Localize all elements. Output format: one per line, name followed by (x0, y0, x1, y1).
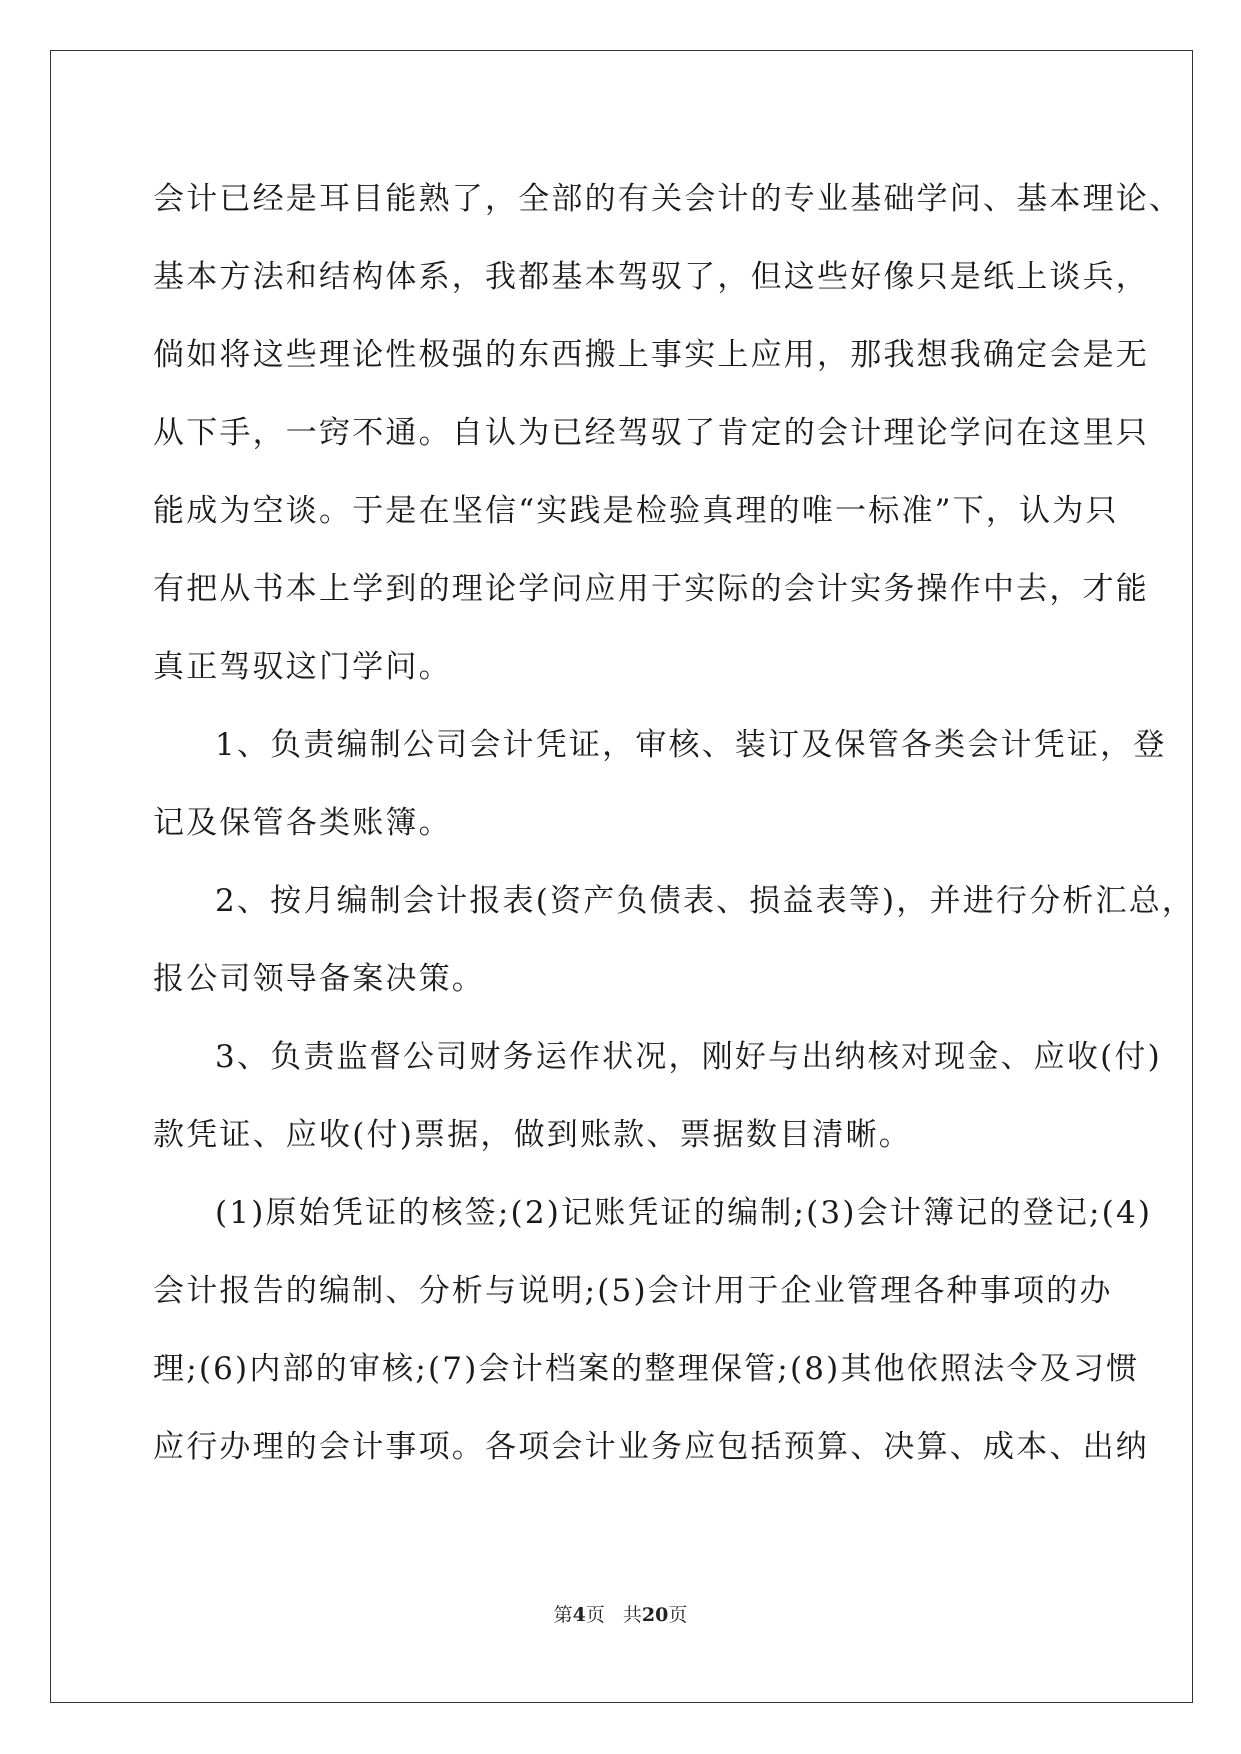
footer-page-suffix: 页 (585, 1604, 605, 1626)
text-line: 真正驾驭这门学问。 (153, 649, 452, 685)
document-body (153, 160, 1196, 1486)
text-line: 理;(6)内部的审核;(7)会计档案的整理保管;(8)其他依照法令及习惯 (153, 1351, 1140, 1387)
footer-page-number: 4 (572, 1604, 586, 1626)
text-line: 会计报告的编制、分析与说明;(5)会计用于企业管理各种事项的办 (153, 1273, 1113, 1309)
text-line-sublist: (1)原始凭证的核签;(2)记账凭证的编制;(3)会计簿记的登记;(4) (215, 1195, 1153, 1231)
text-line: 款凭证、应收(付)票据，做到账款、票据数目清晰。 (153, 1117, 912, 1153)
text-line: 能成为空谈。于是在坚信“实践是检验真理的唯一标准”下，认为只 (153, 493, 1119, 529)
text-line: 会计已经是耳目能熟了，全部的有关会计的专业基础学问、基本理论、 (153, 181, 1183, 217)
page-footer (0, 1600, 1241, 1627)
footer-total-suffix: 页 (668, 1604, 688, 1626)
text-line: 应行办理的会计事项。各项会计业务应包括预算、决算、成本、出纳 (153, 1429, 1149, 1465)
text-line-item-3: 3、负责监督公司财务运作状况，刚好与出纳核对现金、应收(付) (215, 1039, 1162, 1075)
text-line-item-2: 2、按月编制会计报表(资产负债表、损益表等)，并进行分析汇总， (215, 883, 1196, 919)
text-line: 倘如将这些理论性极强的东西搬上事实上应用，那我想我确定会是无 (153, 337, 1149, 373)
footer-prefix: 第 (553, 1604, 573, 1626)
text-line: 记及保管各类账簿。 (153, 805, 452, 841)
text-line: 有把从书本上学到的理论学问应用于实际的会计实务操作中去，才能 (153, 571, 1149, 607)
text-line: 从下手，一窍不通。自认为已经驾驭了肯定的会计理论学问在这里只 (153, 415, 1149, 451)
text-line: 报公司领导备案决策。 (153, 961, 485, 997)
text-line: 基本方法和结构体系，我都基本驾驭了，但这些好像只是纸上谈兵， (153, 259, 1149, 295)
footer-total-prefix: 共 (622, 1604, 642, 1626)
footer-total-pages: 20 (641, 1604, 669, 1626)
text-line-item-1: 1、负责编制公司会计凭证，审核、装订及保管各类会计凭证，登 (215, 727, 1167, 763)
